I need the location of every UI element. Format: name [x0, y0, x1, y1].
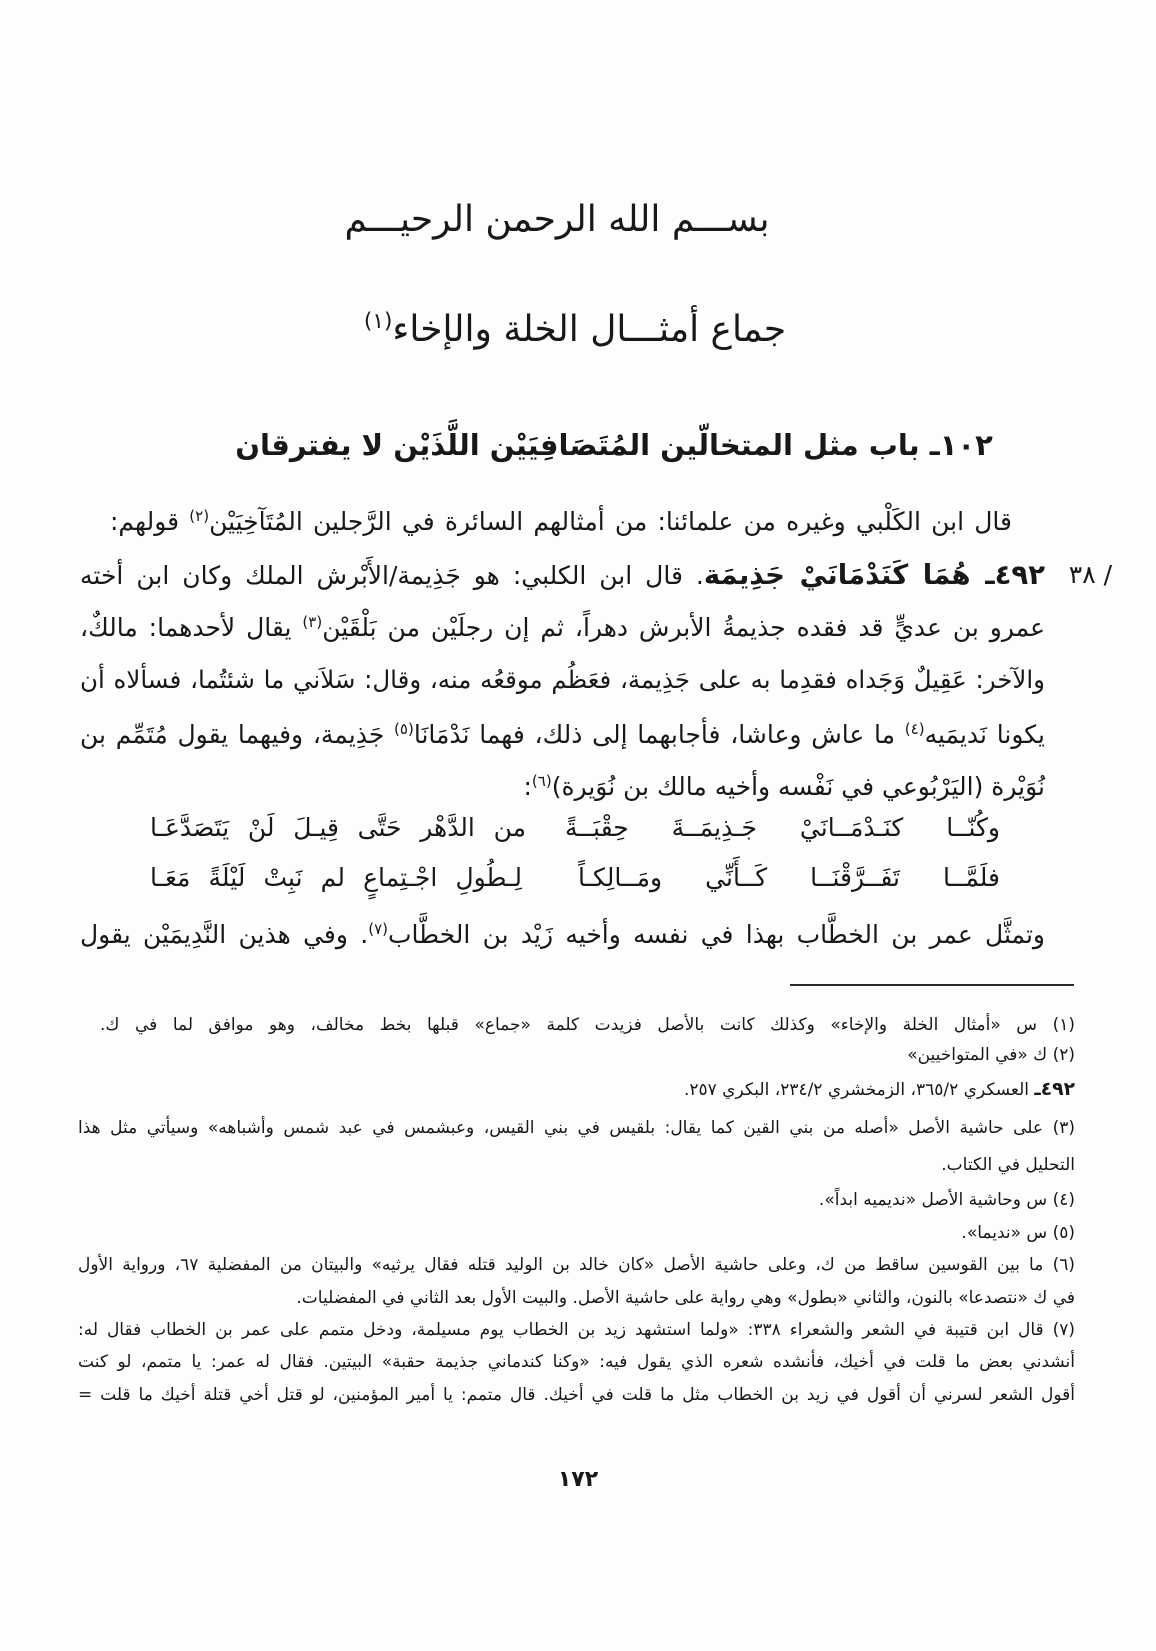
body-text: قال ابن الكَلْبي وغيره من علمائنا: من أمثالهم السائرة في الرَّجلين المُتَآخِيَيْن	[209, 507, 1013, 536]
footnote-ref: (١)	[363, 309, 393, 335]
margin-page-ref: ٣٨ /	[1068, 560, 1112, 589]
body-line	[80, 767, 1045, 807]
footnote-ref: (٤)	[904, 720, 925, 738]
body-line	[80, 715, 1045, 755]
footnote-line: التحليل في الكتاب.	[941, 1155, 1075, 1175]
section-title-text: جماع أمثـــال الخلة والإخاء	[392, 309, 787, 350]
verse-2-second-hemistich: لِـطُولِ اجْـتِماعٍ لم نَبِتْ لَيْلَةً مَعَـا	[150, 863, 522, 892]
footnote-line: (٤) س وحاشية الأصل «نديميه ابداً».	[818, 1190, 1075, 1210]
footnote-ref: (٥)	[394, 720, 414, 738]
footnote-text: العسكري ٣٦٥/٢، الزمخشري ٢٣٤/٢، البكري ٢٥٧.	[683, 1080, 1035, 1100]
footnote-ref: (٧)	[368, 920, 388, 938]
body-text: . وفي هذين النَّدِيمَيْن يقول	[80, 920, 369, 949]
body-text: عمرو بن عديٍّ قد فقده جذيمةُ الأبرش دهراً، ثم إن رجلَيْن من بَلْقَيْن	[322, 613, 1045, 642]
footnote-ref: (٢)	[189, 507, 210, 525]
body-text: ما عاش وعاشا، فأجابهما إلى ذلك، فهما نَدْمَانَا	[413, 720, 905, 749]
footnote-line: (٣) على حاشية الأصل «أصله من بني القين كما يقال: بلقيس في بني القيس، وعبشمس في عبد شمس وأشباهه» وسيأتي مثل هذا	[78, 1118, 1075, 1138]
verse-1-second-hemistich: من الدَّهْر حَتَّى قِيـلَ لَنْ يَتَصَدَّعَـا	[150, 813, 526, 842]
footnote-line: أنشدني بعض ما قلت في أخيك، فأنشده شعره الذي يقول فيه: «وكنا كندماني جذيمة حقبة» البيتين. فقال له عمر: يا متمم، لو كنت	[78, 1352, 1075, 1372]
footnote-line: (٢) ك «في المتواخيين»	[907, 1045, 1075, 1065]
footnote-line: (٦) ما بين القوسين ساقط من ك، وعلى حاشية الأصل «كان خالد بن الوليد قتله فقال يرثيه» والبيتان من المفضلية ٦٧، ورواية الأول	[78, 1255, 1075, 1275]
body-line	[80, 555, 1045, 596]
footnote-line: أقول الشعر لسرني أن أقول في زيد بن الخطاب مثل ما قلت في أخيك. قال متمم: يا أمير المؤمنين، لو قتل أخي قتلة أخيك ما قلت =	[78, 1385, 1075, 1405]
footnote-line: (١) س «أمثال الخلة والإخاء» وكذلك كانت بالأصل فزيدت كلمة «جماع» قبلها بخط مخالف، وهو موافق لما في ك.	[100, 1015, 1075, 1035]
footnote-ref: (٣)	[302, 613, 323, 631]
body-text: قولهم:	[110, 507, 190, 536]
footnote-line: (٥) س «نديما».	[961, 1223, 1075, 1243]
body-line: والآخر: عَقِيلٌ وَجَداه فقدِما به على جَذِيمة، فعَظُم موقعُه منه، وقال: سَلاَني ما شئتُما، فسألاه أن	[80, 665, 1045, 694]
body-text: . قال ابن الكلبي: هو جَذِيمة/الأَبْرش الملك وكان ابن أخته	[80, 561, 704, 590]
page-number: ١٧٢	[557, 1467, 599, 1492]
footnote-ref: (٦)	[531, 772, 552, 790]
body-text: يكونا نَديمَيه	[924, 720, 1046, 749]
body-line	[80, 608, 1045, 648]
footnote-line: (٧) قال ابن قتيبة في الشعر والشعراء ٣٣٨: «ولما استشهد زيد بن الخطاب يوم مسيلمة، ودخل متمم على عمر بن الخطاب فقال له:	[78, 1320, 1075, 1340]
body-line	[110, 502, 1012, 542]
body-text: جَذِيمة، وفيهما يقول مُتَمِّم بن	[80, 720, 395, 749]
footnote-source-line	[78, 1076, 1075, 1104]
verse-1-first-hemistich: وكُنّــا كنَـدْمَــانَيْ جَـذِيمَــةَ حِقْبَــةً	[565, 813, 1000, 842]
source-number: ٤٩٢ـ	[1034, 1079, 1075, 1100]
body-text: :	[523, 772, 532, 801]
footnote-line: في ك «نتصدعا» بالنون، والثاني «بطول» وهي رواية على حاشية الأصل. والبيت الأول بعد الثاني في المفضليات.	[296, 1288, 1075, 1308]
proverb-heading: ٤٩٢ـ هُمَا كَنَدْمَانَيْ جَذِيمَة	[703, 559, 1045, 591]
verse-2-first-hemistich: فلَمَّــا تَفَــرَّقْنَــا كَــأَنِّي ومَــالِكـاً	[578, 863, 1000, 892]
body-line	[80, 915, 1045, 955]
basmala: بســـم الله الرحمن الرحيـــم	[344, 199, 770, 240]
footnote-separator	[790, 984, 1074, 986]
body-text: نُوَيْرة (اليَرْبُوعي في نَفْسه وأخيه مالك بن نُوَيرة)	[551, 772, 1045, 801]
section-title	[275, 302, 875, 358]
chapter-heading: ١٠٢ـ باب مثل المتخالّين المُتَصَافِيَيْن اللَّذَيْن لا يفترقان	[235, 428, 993, 462]
body-text: وتمثَّل عمر بن الخطَّاب بهذا في نفسه وأخيه زَيْد بن الخطَّاب	[387, 920, 1046, 949]
body-text: يقال لأحدهما: مالكٌ،	[80, 613, 303, 642]
